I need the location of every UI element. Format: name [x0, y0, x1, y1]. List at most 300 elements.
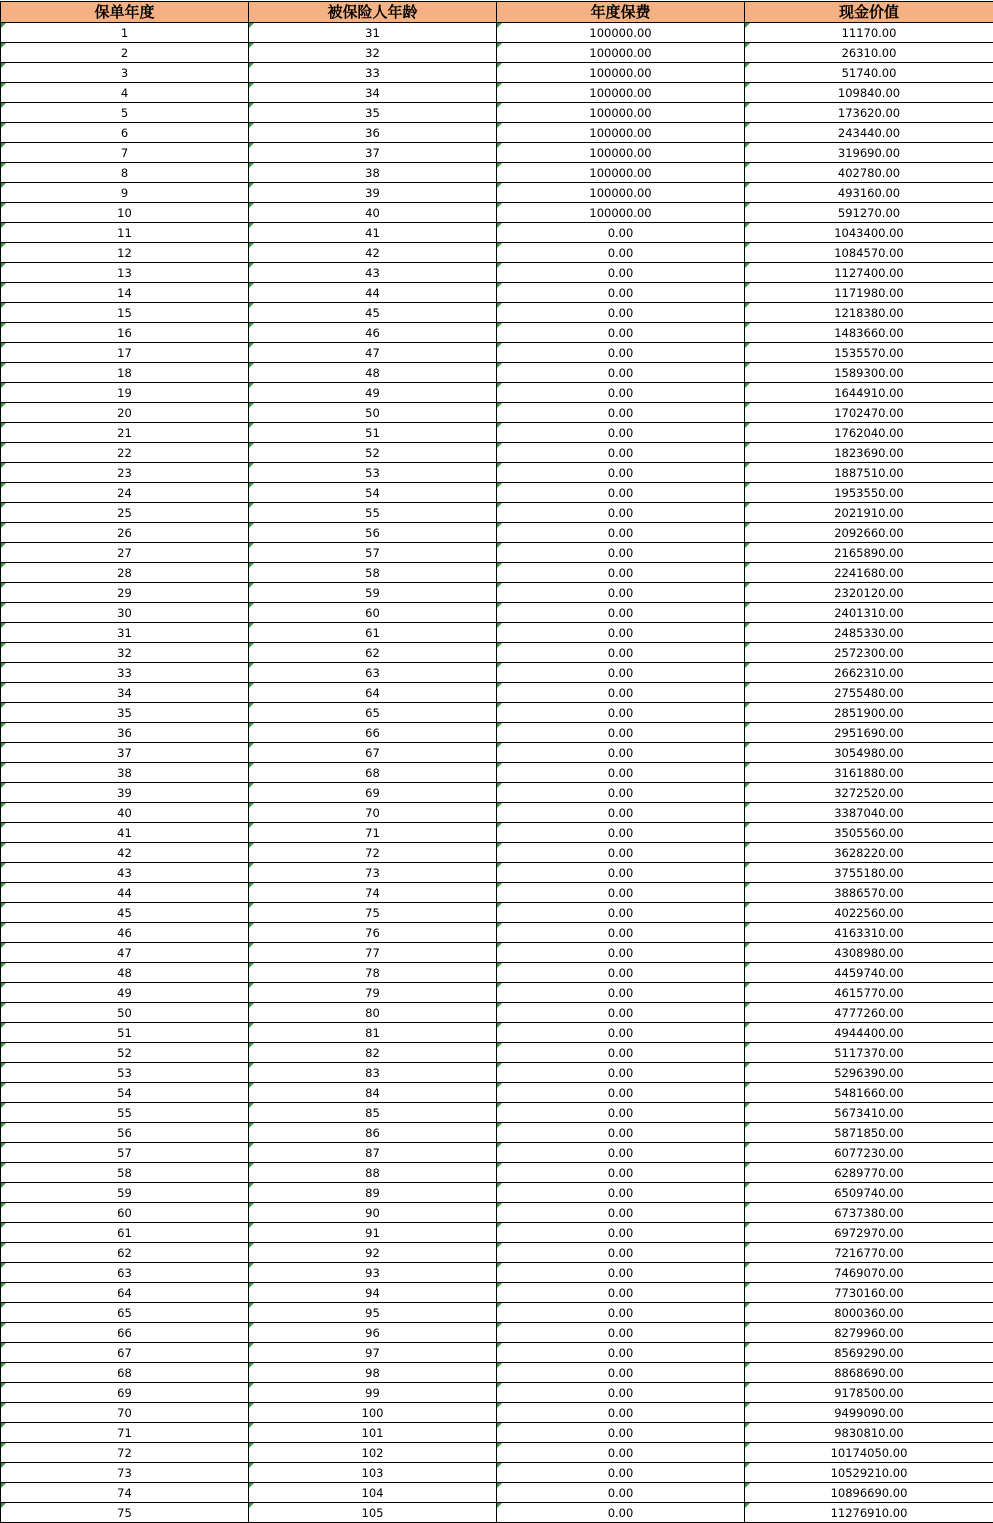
- cell-cash-value[interactable]: 1218380.00: [745, 303, 993, 323]
- cell-annual-premium[interactable]: 0.00: [497, 1163, 745, 1183]
- cell-policy-year[interactable]: 75: [1, 1503, 249, 1523]
- cell-annual-premium[interactable]: 0.00: [497, 1223, 745, 1243]
- cell-annual-premium[interactable]: 0.00: [497, 643, 745, 663]
- cell-annual-premium[interactable]: 0.00: [497, 283, 745, 303]
- cell-cash-value[interactable]: 2755480.00: [745, 683, 993, 703]
- cell-insured-age[interactable]: 69: [249, 783, 497, 803]
- cell-insured-age[interactable]: 93: [249, 1263, 497, 1283]
- cell-annual-premium[interactable]: 0.00: [497, 843, 745, 863]
- cell-policy-year[interactable]: 41: [1, 823, 249, 843]
- cell-insured-age[interactable]: 55: [249, 503, 497, 523]
- cell-cash-value[interactable]: 1535570.00: [745, 343, 993, 363]
- cell-cash-value[interactable]: 8279960.00: [745, 1323, 993, 1343]
- cell-cash-value[interactable]: 319690.00: [745, 143, 993, 163]
- cell-insured-age[interactable]: 95: [249, 1303, 497, 1323]
- cell-insured-age[interactable]: 84: [249, 1083, 497, 1103]
- cell-insured-age[interactable]: 101: [249, 1423, 497, 1443]
- cell-policy-year[interactable]: 68: [1, 1363, 249, 1383]
- cell-annual-premium[interactable]: 0.00: [497, 543, 745, 563]
- cell-policy-year[interactable]: 23: [1, 463, 249, 483]
- cell-annual-premium[interactable]: 100000.00: [497, 23, 745, 43]
- cell-annual-premium[interactable]: 0.00: [497, 883, 745, 903]
- cell-insured-age[interactable]: 92: [249, 1243, 497, 1263]
- cell-cash-value[interactable]: 6972970.00: [745, 1223, 993, 1243]
- cell-annual-premium[interactable]: 0.00: [497, 803, 745, 823]
- cell-insured-age[interactable]: 43: [249, 263, 497, 283]
- cell-annual-premium[interactable]: 0.00: [497, 943, 745, 963]
- cell-annual-premium[interactable]: 100000.00: [497, 63, 745, 83]
- cell-policy-year[interactable]: 22: [1, 443, 249, 463]
- cell-annual-premium[interactable]: 0.00: [497, 463, 745, 483]
- cell-cash-value[interactable]: 3886570.00: [745, 883, 993, 903]
- cell-policy-year[interactable]: 44: [1, 883, 249, 903]
- cell-policy-year[interactable]: 3: [1, 63, 249, 83]
- cell-policy-year[interactable]: 32: [1, 643, 249, 663]
- cell-policy-year[interactable]: 30: [1, 603, 249, 623]
- cell-insured-age[interactable]: 60: [249, 603, 497, 623]
- cell-cash-value[interactable]: 5481660.00: [745, 1083, 993, 1103]
- cell-policy-year[interactable]: 47: [1, 943, 249, 963]
- cell-insured-age[interactable]: 56: [249, 523, 497, 543]
- cell-cash-value[interactable]: 2572300.00: [745, 643, 993, 663]
- cell-annual-premium[interactable]: 0.00: [497, 303, 745, 323]
- cell-policy-year[interactable]: 21: [1, 423, 249, 443]
- cell-cash-value[interactable]: 9830810.00: [745, 1423, 993, 1443]
- cell-insured-age[interactable]: 45: [249, 303, 497, 323]
- cell-annual-premium[interactable]: 100000.00: [497, 123, 745, 143]
- cell-annual-premium[interactable]: 0.00: [497, 1123, 745, 1143]
- cell-insured-age[interactable]: 38: [249, 163, 497, 183]
- cell-annual-premium[interactable]: 0.00: [497, 603, 745, 623]
- cell-insured-age[interactable]: 70: [249, 803, 497, 823]
- cell-policy-year[interactable]: 20: [1, 403, 249, 423]
- cell-cash-value[interactable]: 3272520.00: [745, 783, 993, 803]
- cell-cash-value[interactable]: 4163310.00: [745, 923, 993, 943]
- cell-annual-premium[interactable]: 0.00: [497, 683, 745, 703]
- column-header-annual-premium[interactable]: 年度保费: [497, 2, 745, 23]
- cell-annual-premium[interactable]: 0.00: [497, 923, 745, 943]
- cell-insured-age[interactable]: 79: [249, 983, 497, 1003]
- cell-annual-premium[interactable]: 0.00: [497, 1323, 745, 1343]
- cell-cash-value[interactable]: 173620.00: [745, 103, 993, 123]
- cell-policy-year[interactable]: 24: [1, 483, 249, 503]
- cell-cash-value[interactable]: 4308980.00: [745, 943, 993, 963]
- cell-annual-premium[interactable]: 0.00: [497, 1103, 745, 1123]
- column-header-cash-value[interactable]: 现金价值: [745, 2, 993, 23]
- cell-insured-age[interactable]: 88: [249, 1163, 497, 1183]
- cell-insured-age[interactable]: 80: [249, 1003, 497, 1023]
- cell-insured-age[interactable]: 85: [249, 1103, 497, 1123]
- cell-annual-premium[interactable]: 0.00: [497, 523, 745, 543]
- cell-cash-value[interactable]: 6077230.00: [745, 1143, 993, 1163]
- cell-insured-age[interactable]: 68: [249, 763, 497, 783]
- cell-policy-year[interactable]: 13: [1, 263, 249, 283]
- cell-cash-value[interactable]: 5673410.00: [745, 1103, 993, 1123]
- cell-insured-age[interactable]: 37: [249, 143, 497, 163]
- cell-policy-year[interactable]: 64: [1, 1283, 249, 1303]
- cell-annual-premium[interactable]: 0.00: [497, 443, 745, 463]
- cell-insured-age[interactable]: 75: [249, 903, 497, 923]
- cell-policy-year[interactable]: 62: [1, 1243, 249, 1263]
- cell-insured-age[interactable]: 78: [249, 963, 497, 983]
- cell-cash-value[interactable]: 5117370.00: [745, 1043, 993, 1063]
- cell-cash-value[interactable]: 1702470.00: [745, 403, 993, 423]
- cell-insured-age[interactable]: 66: [249, 723, 497, 743]
- cell-annual-premium[interactable]: 0.00: [497, 663, 745, 683]
- cell-policy-year[interactable]: 69: [1, 1383, 249, 1403]
- cell-annual-premium[interactable]: 0.00: [497, 1003, 745, 1023]
- cell-cash-value[interactable]: 9499090.00: [745, 1403, 993, 1423]
- cell-annual-premium[interactable]: 0.00: [497, 1363, 745, 1383]
- cell-annual-premium[interactable]: 0.00: [497, 1023, 745, 1043]
- cell-policy-year[interactable]: 31: [1, 623, 249, 643]
- cell-policy-year[interactable]: 12: [1, 243, 249, 263]
- cell-cash-value[interactable]: 1762040.00: [745, 423, 993, 443]
- cell-policy-year[interactable]: 25: [1, 503, 249, 523]
- cell-annual-premium[interactable]: 0.00: [497, 1063, 745, 1083]
- cell-policy-year[interactable]: 43: [1, 863, 249, 883]
- cell-insured-age[interactable]: 42: [249, 243, 497, 263]
- cell-cash-value[interactable]: 2165890.00: [745, 543, 993, 563]
- cell-policy-year[interactable]: 18: [1, 363, 249, 383]
- cell-policy-year[interactable]: 50: [1, 1003, 249, 1023]
- cell-annual-premium[interactable]: 0.00: [497, 343, 745, 363]
- cell-insured-age[interactable]: 47: [249, 343, 497, 363]
- cell-insured-age[interactable]: 83: [249, 1063, 497, 1083]
- cell-annual-premium[interactable]: 0.00: [497, 243, 745, 263]
- cell-policy-year[interactable]: 61: [1, 1223, 249, 1243]
- cell-cash-value[interactable]: 2401310.00: [745, 603, 993, 623]
- cell-insured-age[interactable]: 65: [249, 703, 497, 723]
- cell-policy-year[interactable]: 66: [1, 1323, 249, 1343]
- cell-insured-age[interactable]: 48: [249, 363, 497, 383]
- cell-policy-year[interactable]: 38: [1, 763, 249, 783]
- cell-policy-year[interactable]: 5: [1, 103, 249, 123]
- cell-insured-age[interactable]: 102: [249, 1443, 497, 1463]
- cell-cash-value[interactable]: 1084570.00: [745, 243, 993, 263]
- cell-insured-age[interactable]: 77: [249, 943, 497, 963]
- cell-insured-age[interactable]: 87: [249, 1143, 497, 1163]
- cell-annual-premium[interactable]: 0.00: [497, 983, 745, 1003]
- cell-annual-premium[interactable]: 0.00: [497, 1043, 745, 1063]
- cell-policy-year[interactable]: 40: [1, 803, 249, 823]
- cell-policy-year[interactable]: 42: [1, 843, 249, 863]
- cell-insured-age[interactable]: 51: [249, 423, 497, 443]
- cell-annual-premium[interactable]: 0.00: [497, 783, 745, 803]
- cell-cash-value[interactable]: 1589300.00: [745, 363, 993, 383]
- cell-insured-age[interactable]: 34: [249, 83, 497, 103]
- cell-policy-year[interactable]: 16: [1, 323, 249, 343]
- cell-policy-year[interactable]: 63: [1, 1263, 249, 1283]
- cell-policy-year[interactable]: 74: [1, 1483, 249, 1503]
- cell-annual-premium[interactable]: 0.00: [497, 863, 745, 883]
- cell-annual-premium[interactable]: 0.00: [497, 223, 745, 243]
- cell-insured-age[interactable]: 82: [249, 1043, 497, 1063]
- cell-insured-age[interactable]: 46: [249, 323, 497, 343]
- cell-insured-age[interactable]: 105: [249, 1503, 497, 1523]
- cell-cash-value[interactable]: 6737380.00: [745, 1203, 993, 1223]
- cell-insured-age[interactable]: 39: [249, 183, 497, 203]
- cell-policy-year[interactable]: 26: [1, 523, 249, 543]
- cell-insured-age[interactable]: 52: [249, 443, 497, 463]
- cell-cash-value[interactable]: 1823690.00: [745, 443, 993, 463]
- cell-cash-value[interactable]: 4615770.00: [745, 983, 993, 1003]
- cell-cash-value[interactable]: 7216770.00: [745, 1243, 993, 1263]
- cell-annual-premium[interactable]: 0.00: [497, 1343, 745, 1363]
- cell-policy-year[interactable]: 72: [1, 1443, 249, 1463]
- cell-cash-value[interactable]: 11276910.00: [745, 1503, 993, 1523]
- cell-policy-year[interactable]: 51: [1, 1023, 249, 1043]
- cell-policy-year[interactable]: 8: [1, 163, 249, 183]
- cell-insured-age[interactable]: 72: [249, 843, 497, 863]
- cell-insured-age[interactable]: 96: [249, 1323, 497, 1343]
- cell-insured-age[interactable]: 67: [249, 743, 497, 763]
- cell-cash-value[interactable]: 3505560.00: [745, 823, 993, 843]
- cell-annual-premium[interactable]: 0.00: [497, 383, 745, 403]
- cell-cash-value[interactable]: 3628220.00: [745, 843, 993, 863]
- cell-cash-value[interactable]: 243440.00: [745, 123, 993, 143]
- cell-cash-value[interactable]: 1644910.00: [745, 383, 993, 403]
- cell-annual-premium[interactable]: 100000.00: [497, 43, 745, 63]
- cell-insured-age[interactable]: 94: [249, 1283, 497, 1303]
- cell-cash-value[interactable]: 4777260.00: [745, 1003, 993, 1023]
- cell-insured-age[interactable]: 58: [249, 563, 497, 583]
- cell-insured-age[interactable]: 74: [249, 883, 497, 903]
- cell-cash-value[interactable]: 5871850.00: [745, 1123, 993, 1143]
- cell-annual-premium[interactable]: 0.00: [497, 1143, 745, 1163]
- cell-annual-premium[interactable]: 0.00: [497, 1483, 745, 1503]
- cell-insured-age[interactable]: 62: [249, 643, 497, 663]
- cell-policy-year[interactable]: 53: [1, 1063, 249, 1083]
- cell-cash-value[interactable]: 3755180.00: [745, 863, 993, 883]
- cell-insured-age[interactable]: 76: [249, 923, 497, 943]
- cell-policy-year[interactable]: 71: [1, 1423, 249, 1443]
- cell-annual-premium[interactable]: 0.00: [497, 703, 745, 723]
- cell-policy-year[interactable]: 14: [1, 283, 249, 303]
- cell-annual-premium[interactable]: 0.00: [497, 563, 745, 583]
- cell-cash-value[interactable]: 6289770.00: [745, 1163, 993, 1183]
- cell-annual-premium[interactable]: 0.00: [497, 903, 745, 923]
- cell-insured-age[interactable]: 99: [249, 1383, 497, 1403]
- cell-cash-value[interactable]: 11170.00: [745, 23, 993, 43]
- cell-annual-premium[interactable]: 0.00: [497, 1423, 745, 1443]
- cell-annual-premium[interactable]: 0.00: [497, 1283, 745, 1303]
- cell-insured-age[interactable]: 63: [249, 663, 497, 683]
- cell-annual-premium[interactable]: 100000.00: [497, 103, 745, 123]
- cell-cash-value[interactable]: 2485330.00: [745, 623, 993, 643]
- cell-policy-year[interactable]: 15: [1, 303, 249, 323]
- cell-policy-year[interactable]: 39: [1, 783, 249, 803]
- cell-insured-age[interactable]: 57: [249, 543, 497, 563]
- cell-policy-year[interactable]: 56: [1, 1123, 249, 1143]
- cell-policy-year[interactable]: 59: [1, 1183, 249, 1203]
- cell-annual-premium[interactable]: 0.00: [497, 1443, 745, 1463]
- cell-policy-year[interactable]: 58: [1, 1163, 249, 1183]
- cell-policy-year[interactable]: 34: [1, 683, 249, 703]
- cell-cash-value[interactable]: 2021910.00: [745, 503, 993, 523]
- cell-policy-year[interactable]: 9: [1, 183, 249, 203]
- cell-policy-year[interactable]: 54: [1, 1083, 249, 1103]
- cell-insured-age[interactable]: 44: [249, 283, 497, 303]
- cell-policy-year[interactable]: 35: [1, 703, 249, 723]
- cell-policy-year[interactable]: 52: [1, 1043, 249, 1063]
- cell-annual-premium[interactable]: 0.00: [497, 1503, 745, 1523]
- cell-policy-year[interactable]: 19: [1, 383, 249, 403]
- column-header-policy-year[interactable]: 保单年度: [1, 2, 249, 23]
- cell-cash-value[interactable]: 109840.00: [745, 83, 993, 103]
- cell-cash-value[interactable]: 6509740.00: [745, 1183, 993, 1203]
- cell-cash-value[interactable]: 3161880.00: [745, 763, 993, 783]
- cell-insured-age[interactable]: 32: [249, 43, 497, 63]
- cell-policy-year[interactable]: 46: [1, 923, 249, 943]
- cell-cash-value[interactable]: 493160.00: [745, 183, 993, 203]
- cell-annual-premium[interactable]: 0.00: [497, 723, 745, 743]
- cell-annual-premium[interactable]: 0.00: [497, 1183, 745, 1203]
- cell-annual-premium[interactable]: 0.00: [497, 323, 745, 343]
- cell-policy-year[interactable]: 67: [1, 1343, 249, 1363]
- cell-annual-premium[interactable]: 0.00: [497, 423, 745, 443]
- cell-annual-premium[interactable]: 100000.00: [497, 143, 745, 163]
- cell-insured-age[interactable]: 31: [249, 23, 497, 43]
- cell-insured-age[interactable]: 40: [249, 203, 497, 223]
- cell-cash-value[interactable]: 1953550.00: [745, 483, 993, 503]
- cell-cash-value[interactable]: 10174050.00: [745, 1443, 993, 1463]
- cell-policy-year[interactable]: 7: [1, 143, 249, 163]
- cell-insured-age[interactable]: 50: [249, 403, 497, 423]
- cell-cash-value[interactable]: 3387040.00: [745, 803, 993, 823]
- cell-annual-premium[interactable]: 0.00: [497, 403, 745, 423]
- cell-annual-premium[interactable]: 0.00: [497, 743, 745, 763]
- cell-policy-year[interactable]: 70: [1, 1403, 249, 1423]
- cell-cash-value[interactable]: 2851900.00: [745, 703, 993, 723]
- cell-annual-premium[interactable]: 0.00: [497, 623, 745, 643]
- column-header-insured-age[interactable]: 被保险人年龄: [249, 2, 497, 23]
- cell-annual-premium[interactable]: 0.00: [497, 1263, 745, 1283]
- cell-policy-year[interactable]: 29: [1, 583, 249, 603]
- cell-cash-value[interactable]: 4944400.00: [745, 1023, 993, 1043]
- cell-cash-value[interactable]: 9178500.00: [745, 1383, 993, 1403]
- cell-policy-year[interactable]: 10: [1, 203, 249, 223]
- cell-cash-value[interactable]: 2951690.00: [745, 723, 993, 743]
- cell-insured-age[interactable]: 90: [249, 1203, 497, 1223]
- cell-insured-age[interactable]: 53: [249, 463, 497, 483]
- cell-cash-value[interactable]: 51740.00: [745, 63, 993, 83]
- cell-policy-year[interactable]: 57: [1, 1143, 249, 1163]
- cell-annual-premium[interactable]: 0.00: [497, 1203, 745, 1223]
- cell-policy-year[interactable]: 27: [1, 543, 249, 563]
- cell-insured-age[interactable]: 54: [249, 483, 497, 503]
- cell-annual-premium[interactable]: 0.00: [497, 1303, 745, 1323]
- cell-cash-value[interactable]: 2241680.00: [745, 563, 993, 583]
- cell-policy-year[interactable]: 4: [1, 83, 249, 103]
- cell-insured-age[interactable]: 36: [249, 123, 497, 143]
- cell-cash-value[interactable]: 5296390.00: [745, 1063, 993, 1083]
- cell-cash-value[interactable]: 2092660.00: [745, 523, 993, 543]
- cell-insured-age[interactable]: 81: [249, 1023, 497, 1043]
- cell-insured-age[interactable]: 73: [249, 863, 497, 883]
- cell-cash-value[interactable]: 10896690.00: [745, 1483, 993, 1503]
- cell-cash-value[interactable]: 26310.00: [745, 43, 993, 63]
- cell-policy-year[interactable]: 17: [1, 343, 249, 363]
- cell-cash-value[interactable]: 591270.00: [745, 203, 993, 223]
- cell-cash-value[interactable]: 3054980.00: [745, 743, 993, 763]
- cell-annual-premium[interactable]: 100000.00: [497, 183, 745, 203]
- cell-policy-year[interactable]: 48: [1, 963, 249, 983]
- cell-cash-value[interactable]: 2662310.00: [745, 663, 993, 683]
- cell-cash-value[interactable]: 1887510.00: [745, 463, 993, 483]
- cell-insured-age[interactable]: 97: [249, 1343, 497, 1363]
- cell-annual-premium[interactable]: 0.00: [497, 1083, 745, 1103]
- cell-annual-premium[interactable]: 0.00: [497, 363, 745, 383]
- cell-annual-premium[interactable]: 0.00: [497, 263, 745, 283]
- cell-policy-year[interactable]: 49: [1, 983, 249, 1003]
- cell-annual-premium[interactable]: 0.00: [497, 1463, 745, 1483]
- cell-policy-year[interactable]: 60: [1, 1203, 249, 1223]
- cell-insured-age[interactable]: 104: [249, 1483, 497, 1503]
- cell-insured-age[interactable]: 71: [249, 823, 497, 843]
- cell-insured-age[interactable]: 49: [249, 383, 497, 403]
- cell-cash-value[interactable]: 1483660.00: [745, 323, 993, 343]
- cell-policy-year[interactable]: 73: [1, 1463, 249, 1483]
- cell-policy-year[interactable]: 1: [1, 23, 249, 43]
- cell-policy-year[interactable]: 28: [1, 563, 249, 583]
- cell-cash-value[interactable]: 7469070.00: [745, 1263, 993, 1283]
- cell-cash-value[interactable]: 402780.00: [745, 163, 993, 183]
- cell-insured-age[interactable]: 98: [249, 1363, 497, 1383]
- cell-annual-premium[interactable]: 0.00: [497, 503, 745, 523]
- cell-insured-age[interactable]: 35: [249, 103, 497, 123]
- cell-insured-age[interactable]: 89: [249, 1183, 497, 1203]
- cell-cash-value[interactable]: 1127400.00: [745, 263, 993, 283]
- cell-insured-age[interactable]: 91: [249, 1223, 497, 1243]
- cell-insured-age[interactable]: 33: [249, 63, 497, 83]
- cell-cash-value[interactable]: 4459740.00: [745, 963, 993, 983]
- cell-annual-premium[interactable]: 0.00: [497, 583, 745, 603]
- cell-annual-premium[interactable]: 100000.00: [497, 83, 745, 103]
- cell-annual-premium[interactable]: 0.00: [497, 483, 745, 503]
- cell-policy-year[interactable]: 45: [1, 903, 249, 923]
- cell-insured-age[interactable]: 61: [249, 623, 497, 643]
- cell-cash-value[interactable]: 1043400.00: [745, 223, 993, 243]
- cell-policy-year[interactable]: 11: [1, 223, 249, 243]
- cell-cash-value[interactable]: 4022560.00: [745, 903, 993, 923]
- cell-insured-age[interactable]: 86: [249, 1123, 497, 1143]
- cell-cash-value[interactable]: 8868690.00: [745, 1363, 993, 1383]
- cell-annual-premium[interactable]: 0.00: [497, 823, 745, 843]
- cell-annual-premium[interactable]: 100000.00: [497, 163, 745, 183]
- cell-policy-year[interactable]: 2: [1, 43, 249, 63]
- cell-cash-value[interactable]: 8569290.00: [745, 1343, 993, 1363]
- cell-insured-age[interactable]: 41: [249, 223, 497, 243]
- cell-cash-value[interactable]: 1171980.00: [745, 283, 993, 303]
- cell-insured-age[interactable]: 103: [249, 1463, 497, 1483]
- cell-insured-age[interactable]: 59: [249, 583, 497, 603]
- cell-annual-premium[interactable]: 0.00: [497, 1403, 745, 1423]
- cell-annual-premium[interactable]: 100000.00: [497, 203, 745, 223]
- cell-annual-premium[interactable]: 0.00: [497, 1243, 745, 1263]
- cell-cash-value[interactable]: 2320120.00: [745, 583, 993, 603]
- cell-policy-year[interactable]: 6: [1, 123, 249, 143]
- cell-insured-age[interactable]: 100: [249, 1403, 497, 1423]
- cell-policy-year[interactable]: 55: [1, 1103, 249, 1123]
- cell-policy-year[interactable]: 33: [1, 663, 249, 683]
- cell-policy-year[interactable]: 65: [1, 1303, 249, 1323]
- cell-cash-value[interactable]: 8000360.00: [745, 1303, 993, 1323]
- cell-policy-year[interactable]: 36: [1, 723, 249, 743]
- cell-insured-age[interactable]: 64: [249, 683, 497, 703]
- cell-annual-premium[interactable]: 0.00: [497, 963, 745, 983]
- cell-annual-premium[interactable]: 0.00: [497, 1383, 745, 1403]
